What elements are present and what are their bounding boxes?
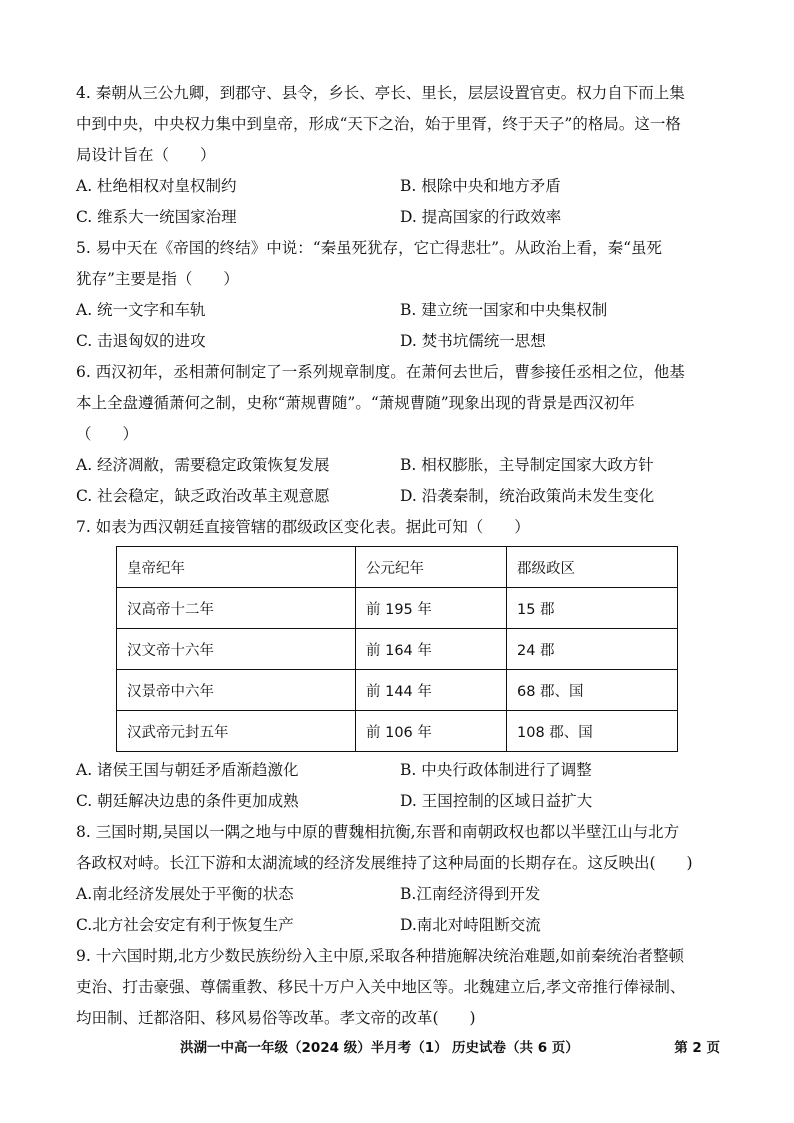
option-a[interactable]: A. 统一文字和车轨 bbox=[76, 301, 206, 319]
exam-title: 洪湖一中高一年级（2024 级）半月考（1） bbox=[180, 1040, 448, 1056]
option-row bbox=[76, 450, 722, 481]
question-text: 9. 十六国时期,北方少数民族纷纷入主中原,采取各种措施解决统治难题,如前秦统治者整顿 bbox=[76, 947, 684, 965]
question-6 bbox=[76, 357, 722, 512]
option-b[interactable]: B. 中央行政体制进行了调整 bbox=[400, 761, 592, 779]
table-cell: 前 164 年 bbox=[356, 629, 507, 670]
option-b[interactable]: B.江南经济得到开发 bbox=[400, 885, 541, 903]
option-d[interactable]: D.南北对峙阻断交流 bbox=[400, 916, 541, 934]
table-cell: 汉高帝十二年 bbox=[117, 588, 356, 629]
option-a[interactable]: A.南北经济发展处于平衡的状态 bbox=[76, 885, 294, 903]
question-text: 中到中央，中央权力集中到皇帝，形成“天下之治，始于里胥，终于天子”的格局。这一格 bbox=[76, 115, 681, 133]
option-row bbox=[76, 786, 722, 817]
question-text: 5. 易中天在《帝国的终结》中说：“秦虽死犹存，它亡得悲壮”。从政治上看，秦“虽死 bbox=[76, 239, 662, 257]
table-header: 公元纪年 bbox=[356, 547, 507, 588]
question-7 bbox=[76, 512, 722, 817]
question-9 bbox=[76, 941, 722, 1034]
question-text: 7. 如表为西汉朝廷直接管辖的郡级政区变化表。据此可知（ ） bbox=[76, 518, 530, 536]
option-b[interactable]: B. 根除中央和地方矛盾 bbox=[400, 177, 561, 195]
option-row bbox=[76, 879, 722, 910]
option-c[interactable]: C.北方社会安定有利于恢复生产 bbox=[76, 916, 294, 934]
table-cell: 前 144 年 bbox=[356, 670, 507, 711]
option-a[interactable]: A. 经济凋敝，需要稳定政策恢复发展 bbox=[76, 456, 330, 474]
table-row bbox=[117, 588, 678, 629]
table-cell: 前 106 年 bbox=[356, 711, 507, 752]
table-cell: 汉文帝十六年 bbox=[117, 629, 356, 670]
question-4 bbox=[76, 78, 722, 233]
table-header: 皇帝纪年 bbox=[117, 547, 356, 588]
page-number: 第 2 页 bbox=[674, 1040, 720, 1056]
option-d[interactable]: D. 王国控制的区域日益扩大 bbox=[400, 792, 593, 810]
table-header-row bbox=[117, 547, 678, 588]
option-c[interactable]: C. 朝廷解决边患的条件更加成熟 bbox=[76, 792, 299, 810]
question-text: 8. 三国时期,吴国以一隅之地与中原的曹魏相抗衡,东晋和南朝政权也都以半壁江山与北方 bbox=[76, 823, 680, 841]
option-c[interactable]: C. 社会稳定，缺乏政治改革主观意愿 bbox=[76, 487, 330, 505]
table-cell: 汉武帝元封五年 bbox=[117, 711, 356, 752]
exam-page bbox=[76, 78, 722, 1034]
option-c[interactable]: C. 维系大一统国家治理 bbox=[76, 208, 237, 226]
table-cell: 24 郡 bbox=[507, 629, 678, 670]
option-d[interactable]: D. 沿袭秦制，统治政策尚未发生变化 bbox=[400, 487, 655, 505]
option-row bbox=[76, 910, 722, 941]
table-cell: 68 郡、国 bbox=[507, 670, 678, 711]
option-row bbox=[76, 295, 722, 326]
option-a[interactable]: A. 诸侯王国与朝廷矛盾渐趋激化 bbox=[76, 761, 299, 779]
question-text: 各政权对峙。长江下游和太湖流域的经济发展维持了这种局面的长期存在。这反映出( ) bbox=[76, 854, 693, 872]
option-b[interactable]: B. 相权膨胀，主导制定国家大政方针 bbox=[400, 456, 654, 474]
prefecture-table bbox=[116, 546, 678, 752]
question-text: 6. 西汉初年，丞相萧何制定了一系列规章制度。在萧何去世后，曹参接任丞相之位，他基 bbox=[76, 363, 685, 381]
question-text: 局设计旨在（ ） bbox=[76, 146, 216, 164]
question-8 bbox=[76, 817, 722, 941]
option-row bbox=[76, 171, 722, 202]
question-text: （ ） bbox=[76, 425, 139, 443]
table-cell: 15 郡 bbox=[507, 588, 678, 629]
question-text: 4. 秦朝从三公九卿，到郡守、县令，乡长、亭长、里长，层层设置官吏。权力自下而上集 bbox=[76, 84, 685, 102]
table-cell: 汉景帝中六年 bbox=[117, 670, 356, 711]
option-row bbox=[76, 755, 722, 786]
table-row bbox=[117, 711, 678, 752]
table-header: 郡级政区 bbox=[507, 547, 678, 588]
question-text: 犹存”主要是指（ ） bbox=[76, 270, 239, 288]
table-row bbox=[117, 670, 678, 711]
table-row bbox=[117, 629, 678, 670]
option-a[interactable]: A. 杜绝相权对皇权制约 bbox=[76, 177, 237, 195]
option-b[interactable]: B. 建立统一国家和中央集权制 bbox=[400, 301, 608, 319]
subject-label: 历史试卷（共 6 页） bbox=[452, 1040, 579, 1056]
table-cell: 108 郡、国 bbox=[507, 711, 678, 752]
question-text: 均田制、迁都洛阳、移风易俗等改革。孝文帝的改革( ) bbox=[76, 1009, 476, 1027]
question-text: 本上全盘遵循萧何之制，史称“萧规曹随”。“萧规曹随”现象出现的背景是西汉初年 bbox=[76, 394, 635, 412]
option-d[interactable]: D. 提高国家的行政效率 bbox=[400, 208, 562, 226]
question-text: 吏治、打击豪强、尊儒重教、移民十万户入关中地区等。北魏建立后,孝文帝推行俸禄制、 bbox=[76, 978, 686, 996]
option-c[interactable]: C. 击退匈奴的进攻 bbox=[76, 332, 206, 350]
option-d[interactable]: D. 焚书坑儒统一思想 bbox=[400, 332, 546, 350]
option-row bbox=[76, 481, 722, 512]
option-row bbox=[76, 326, 722, 357]
question-5 bbox=[76, 233, 722, 357]
table-cell: 前 195 年 bbox=[356, 588, 507, 629]
option-row bbox=[76, 202, 722, 233]
